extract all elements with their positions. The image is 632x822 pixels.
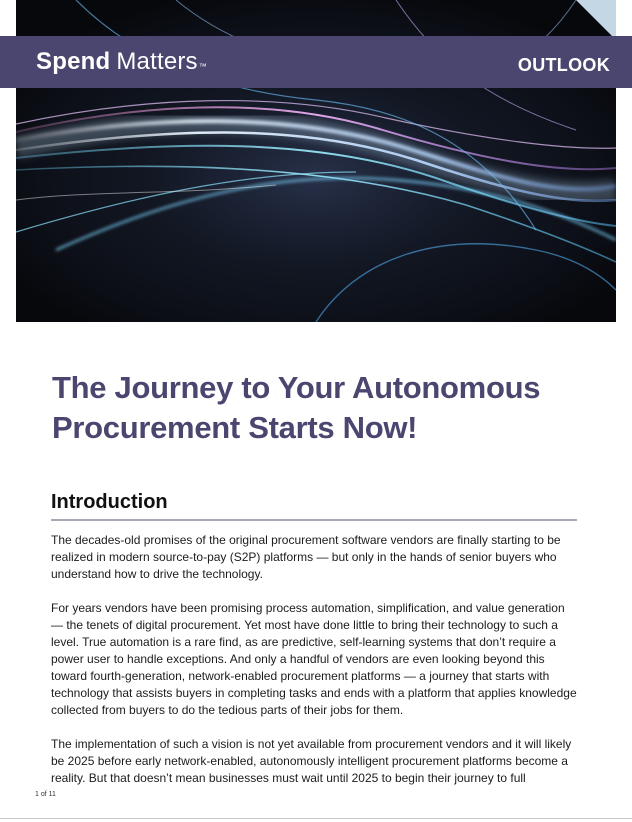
paragraph: For years vendors have been promising process automation, simplification, and value generation — the tenets of digital procurement. Yet most have done little to bring their technology to such a level. True automation is a rare find, as are predictive, self-learning systems that don’t require a power user to handle exceptions. And only a handful of vendors are even looking beyond this toward fourth-generation, network-enabled procurement platforms — a journey that starts with technology that assists buyers in completing tasks and ends with a platform that applies knowledge collected from buyers to do the tedious parts of their jobs for them. (51, 601, 577, 717)
document-title-line-1: The Journey to Your Autonomous (52, 370, 541, 405)
page-bottom-divider (0, 818, 632, 819)
page-number: 1 of 11 (35, 791, 56, 798)
document-title (52, 368, 592, 448)
section-heading: Introduction (51, 491, 168, 513)
paragraph: The implementation of such a vision is not yet available from procurement vendors and it will likely be 2025 before early network-enabled, autonomously intelligent procurement platforms become a reality. But that doesn’t mean businesses must wait until 2025 to begin their journey to full (51, 737, 572, 785)
paragraph: The decades-old promises of the original procurement software vendors are finally starting to be realized in modern source-to-pay (S2P) platforms — but only in the hands of senior buyers who understand how to drive the technology. (51, 533, 561, 581)
brand-logo-light: Matters (116, 48, 198, 75)
document-type-label: OUTLOOK (517, 54, 610, 75)
section-divider (51, 519, 577, 521)
brand-logo (36, 50, 207, 74)
brand-trademark: ™ (198, 62, 207, 71)
brand-logo-bold: Spend (36, 48, 111, 75)
brand-header-bar (0, 36, 632, 88)
body-text (51, 532, 579, 804)
document-title-line-2: Procurement Starts Now! (52, 410, 418, 445)
